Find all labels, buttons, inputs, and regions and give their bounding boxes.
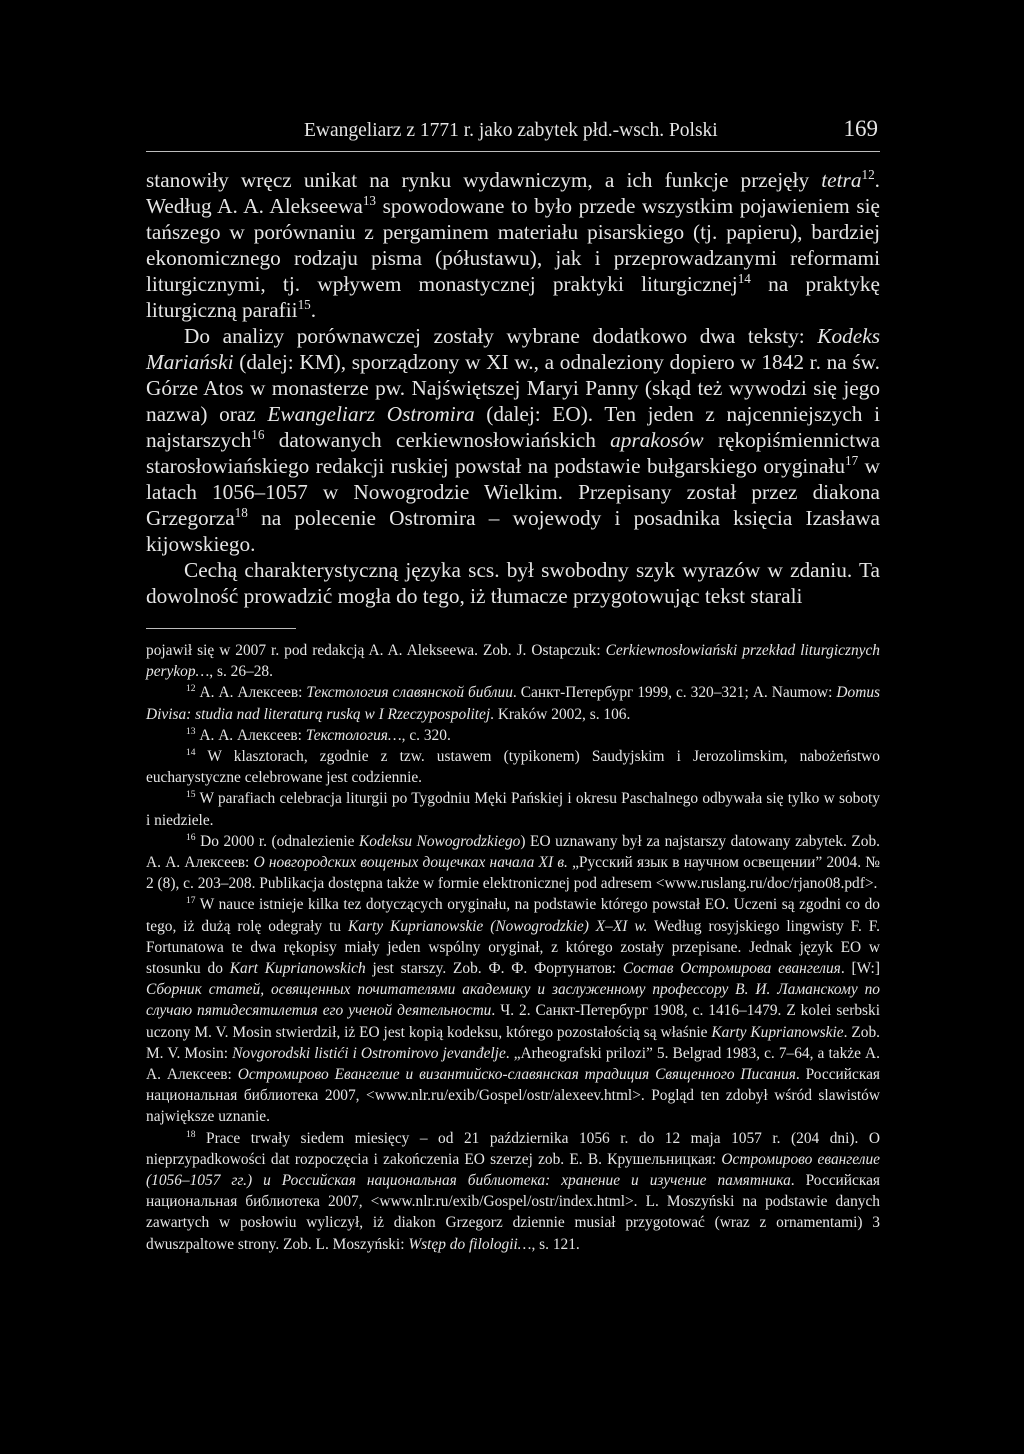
main-text [146,167,880,609]
footnote-rule [146,628,296,629]
paragraph-2: Do analizy porównawczej zostały wybrane dodatkowo dwa teksty: Kodeks Mariański (dalej: KM), sporządzony w XI w., a odnaleziony dopiero w 1842 r. na św. Górze Atos w monasterze pw. Najświętszej Maryi Panny (skąd też wywodzi się jego nazwa) oraz Ewangeliarz Ostromira (dalej: EO). Ten jeden z najcenniejszych i najstarszych$^{16}$ datowanych cerkiewnosłowiańskich aprakosów rękopiśmiennictwa starosłowiańskiego redakcji ruskiej powstał na podstawie bułgarskiego oryginału$^{17}$ w latach 1056–1057 w Nowogrodzie Wielkim. Przepisany został przez diakona Grzegorza$^{18}$ na polecenie Ostromira – wojewody i posadnika księcia Izasława kijowskiego. [146,324,880,556]
footnote-number: 16 [186,831,196,843]
running-header [146,116,880,150]
footnote-15: $^{15}$ W parafiach celebracja liturgii po Tygodniu Męki Pańskiej i okresu Paschalnego odbywała się tylko w soboty i niedziele. [146,789,880,829]
footnote-ref: 17 [845,452,859,468]
footnote-18: $^{18}$ Prace trwały siedem miesięcy – od 21 października 1056 r. do 12 maja 1057 r. (204 dni). O nieprzypadkowości dat rozpoczęcia i zakończenia EO szerzej zob. Е. В. Крушельницкая: Остромирово евангелие (1056–1057 гг.) и Российская национальная библиотека: хранение и изучение памятника. Российская национальная библиотека 2007, <www.nlr.ru/exib/Gospel/ostr/index.html>. L. Moszyński na podstawie danych zawartych w posłowiu wyliczył, iż diakon Grzegorz dziennie musiał przygotować (wraz z ornamentami) 3 dwuszpaltowe strony. Zob. L. Moszyński: Wstęp do filologii…, s. 121. [146,1128,880,1253]
footnote-number: 13 [186,725,196,737]
footnotes [146,640,880,1255]
footnote-12: $^{12}$ А. А. Алексеев: Текстология славянской библии. Санкт-Петербург 1999, с. 320–321; A. Naumow: Domus Divisa: studia nad literaturą ruską w I Rzeczypospolitej. Kraków 2002, s. 106. [146,683,881,723]
footnote-ref: 13 [362,192,377,208]
footnote-16: $^{16}$ Do 2000 r. (odnalezienie Kodeksu Nowogrodzkiego) EO uznawany był za najstarszy datowany zabytek. Zob. А. А. Алексеев: О новгородских вощеных дощечках начала XI в. „Русский язык в научном освещении” 2004. № 2 (8), с. 203–208. Publikacja dostępna także w formie elektronicznej pod adresem <www.ruslang.ru/doc/rjano08.pdf>. [146,831,881,893]
footnote-14: $^{14}$ W klasztorach, zgodnie z tzw. ustawem (typikonem) Saudyjskim i Jerozolimskim, nabożeństwo eucharystyczne celebrowane jest codziennie. [146,746,880,787]
footnote-number: 17 [186,895,196,907]
footnote-ref: 14 [737,270,751,286]
footnote-ref: 18 [234,504,248,520]
paragraph-3: Cechą charakterystyczną języka scs. był swobodny szyk wyrazów w zdaniu. Ta dowolność prowadzić mogła do tego, iż tłumacze przygotowując tekst starali [146,558,880,608]
footnote-number: 18 [186,1128,196,1140]
footnote-ref: 16 [251,426,265,442]
footnote-ref: 12 [861,166,875,182]
footnote-continuation: pojawił się w 2007 r. pod redakcją A. A. Alekseewa. Zob. J. Ostapczuk: Cerkiewnosłowiański przekład liturgicznych perykop…, s. 26–28. [146,642,880,681]
footnote-number: 12 [186,683,196,695]
page-number: 169 [843,116,878,141]
footnote-number: 14 [186,746,196,758]
footnote-number: 15 [186,789,196,801]
paragraph-1: stanowiły wręcz unikat na rynku wydawniczym, a ich funkcje przejęły tetra$^{12}$. Według A. A. Alekseewa$^{13}$ spowodowane to było przede wszystkim pojawieniem się tańszego w porównaniu z pergaminem materiału pisarskiego (tj. papieru), bardziej ekonomicznego rodzaju pisma (półustawu), jak i przeprowadzanymi reformami liturgicznymi, tj. wpływem monastycznej praktyki liturgicznej$^{14}$ na praktykę liturgiczną parafii$^{15}$. [146,166,880,322]
footnote-17: $^{17}$ W nauce istnieje kilka tez dotyczących oryginału, na podstawie którego powstał EO. Uczeni są zgodni co do tego, iż dużą rolę odegrały tu Karty Kuprianowskie (Nowogrodzkie) X–XI w. Według rosyjskiego lingwisty F. F. Fortunatowa te dwa rękopisy miały jeden wspólny oryginał, z którego zostały przepisane. Jednak język EO w stosunku do Kart Kuprianowskich jest starszy. Zob. Ф. Ф. Фортунатов: Состав Остромирова евангелия. [W:] Сборник статей, освященных почитателями академику и заслуженному профессору В. И. Ламанскому по случаю пятидесятилетия его ученой деятельности. Ч. 2. Санкт-Петербург 1908, с. 1416–1479. Z kolei serbski uczony M. V. Mosin stwierdził, iż EO jest kopią kodeksu, którego pozostałością są właśnie Karty Kuprianowskie. Zob. M. V. Mosin: Novgorodski listići i Ostromirovo jevanđelje. „Arheografski prilozi” 5. Belgrad 1983, c. 7–64, a także А. А. Алексеев: Остромирово Евангелие и византийско-славянская традиция Священного Писания. Российская национальная библиотека 2007, <www.nlr.ru/exib/Gospel/ostr/alexeev.html>. Pogląd ten zdobył wśród slawistów największe uznanie. [146,895,880,1126]
footnote-ref: 15 [297,296,311,312]
running-title: Ewangeliarz z 1771 r. jako zabytek płd.-wsch. Polski [304,120,718,141]
header-rule [146,151,880,152]
footnote-13: $^{13}$ А. А. Алексеев: Текстология…, с. 320. [186,725,451,744]
